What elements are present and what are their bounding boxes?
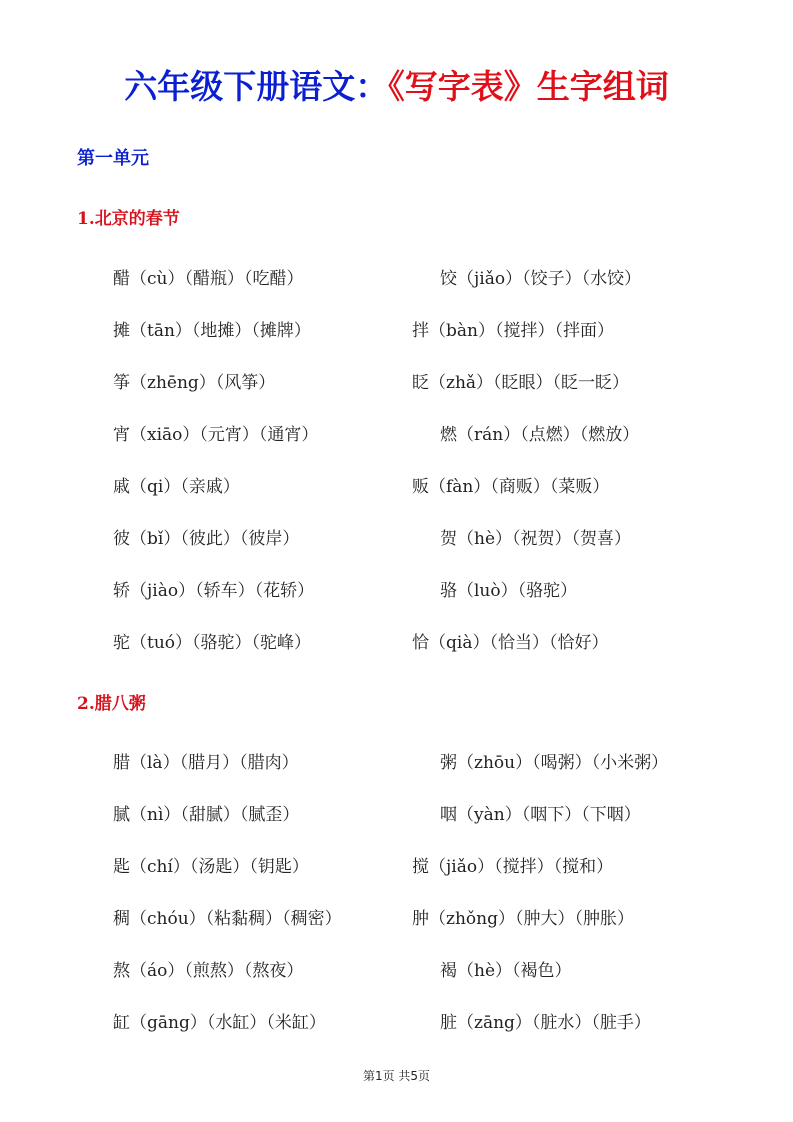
word-row [0,368,793,398]
word-entry: 稠（chóu）（粘黏稠）（稠密） [113,909,342,929]
word-row [0,852,793,882]
word-entry: 搅（jiǎo）（搅拌）（搅和） [412,857,614,877]
word-row [0,904,793,934]
word-row [0,316,793,346]
word-row [0,524,793,554]
lesson-heading-2: 2.腊八粥 [77,694,146,714]
word-entry: 贺（hè）（祝贺）（贺喜） [440,529,632,549]
word-entry: 轿（jiào）（轿车）（花轿） [113,581,315,601]
word-entry: 眨（zhǎ）（眨眼）（眨一眨） [412,373,630,393]
word-row [0,576,793,606]
word-row [0,800,793,830]
word-entry: 贩（fàn）（商贩）（菜贩） [412,477,610,497]
word-entry: 腻（nì）（甜腻）（腻歪） [113,805,300,825]
word-entry: 脏（zāng）（脏水）（脏手） [440,1013,651,1033]
word-entry: 骆（luò）（骆驼） [440,581,578,601]
word-row [0,628,793,658]
word-entry: 摊（tān）（地摊）（摊牌） [113,321,311,341]
word-entry: 褐（hè）（褐色） [440,961,572,981]
unit-heading: 第一单元 [77,148,149,169]
word-entry: 腊（là）（腊月）（腊肉） [113,753,299,773]
word-entry: 缸（gāng）（水缸）（米缸） [113,1013,326,1033]
word-entry: 咽（yàn）（咽下）（下咽） [440,805,641,825]
word-row [0,956,793,986]
word-entry: 粥（zhōu）（喝粥）（小米粥） [440,753,669,773]
word-entry: 饺（jiǎo）（饺子）（水饺） [440,269,642,289]
lesson-heading-1: 1.北京的春节 [77,209,180,229]
word-row [0,420,793,450]
word-entry: 驼（tuó）（骆驼）（驼峰） [113,633,312,653]
word-entry: 宵（xiāo）（元宵）（通宵） [113,425,319,445]
page-title-subtitle: 《写字表》生字组词 [388,67,669,106]
word-row [0,1008,793,1038]
page-title [0,62,793,112]
word-row [0,748,793,778]
word-entry: 熬（áo）（煎熬）（熬夜） [113,961,304,981]
page-footer: 第1页 共5页 [362,1069,431,1083]
word-entry: 戚（qi）（亲戚） [113,477,240,497]
word-entry: 恰（qià）（恰当）（恰好） [412,633,609,653]
word-entry: 匙（chí）（汤匙）（钥匙） [113,857,309,877]
word-entry: 肿（zhǒng）（肿大）（肿胀） [412,909,634,929]
word-entry: 醋（cù）（醋瓶）（吃醋） [113,269,304,289]
word-entry: 拌（bàn）（搅拌）（拌面） [412,321,614,341]
word-entry: 筝（zhēng）（风筝） [113,373,276,393]
page-title-main: 六年级下册语文： [124,67,389,106]
word-entry: 燃（rán）（点燃）（燃放） [440,425,640,445]
word-row [0,472,793,502]
word-row [0,264,793,294]
word-entry: 彼（bǐ）（彼此）（彼岸） [113,529,300,549]
